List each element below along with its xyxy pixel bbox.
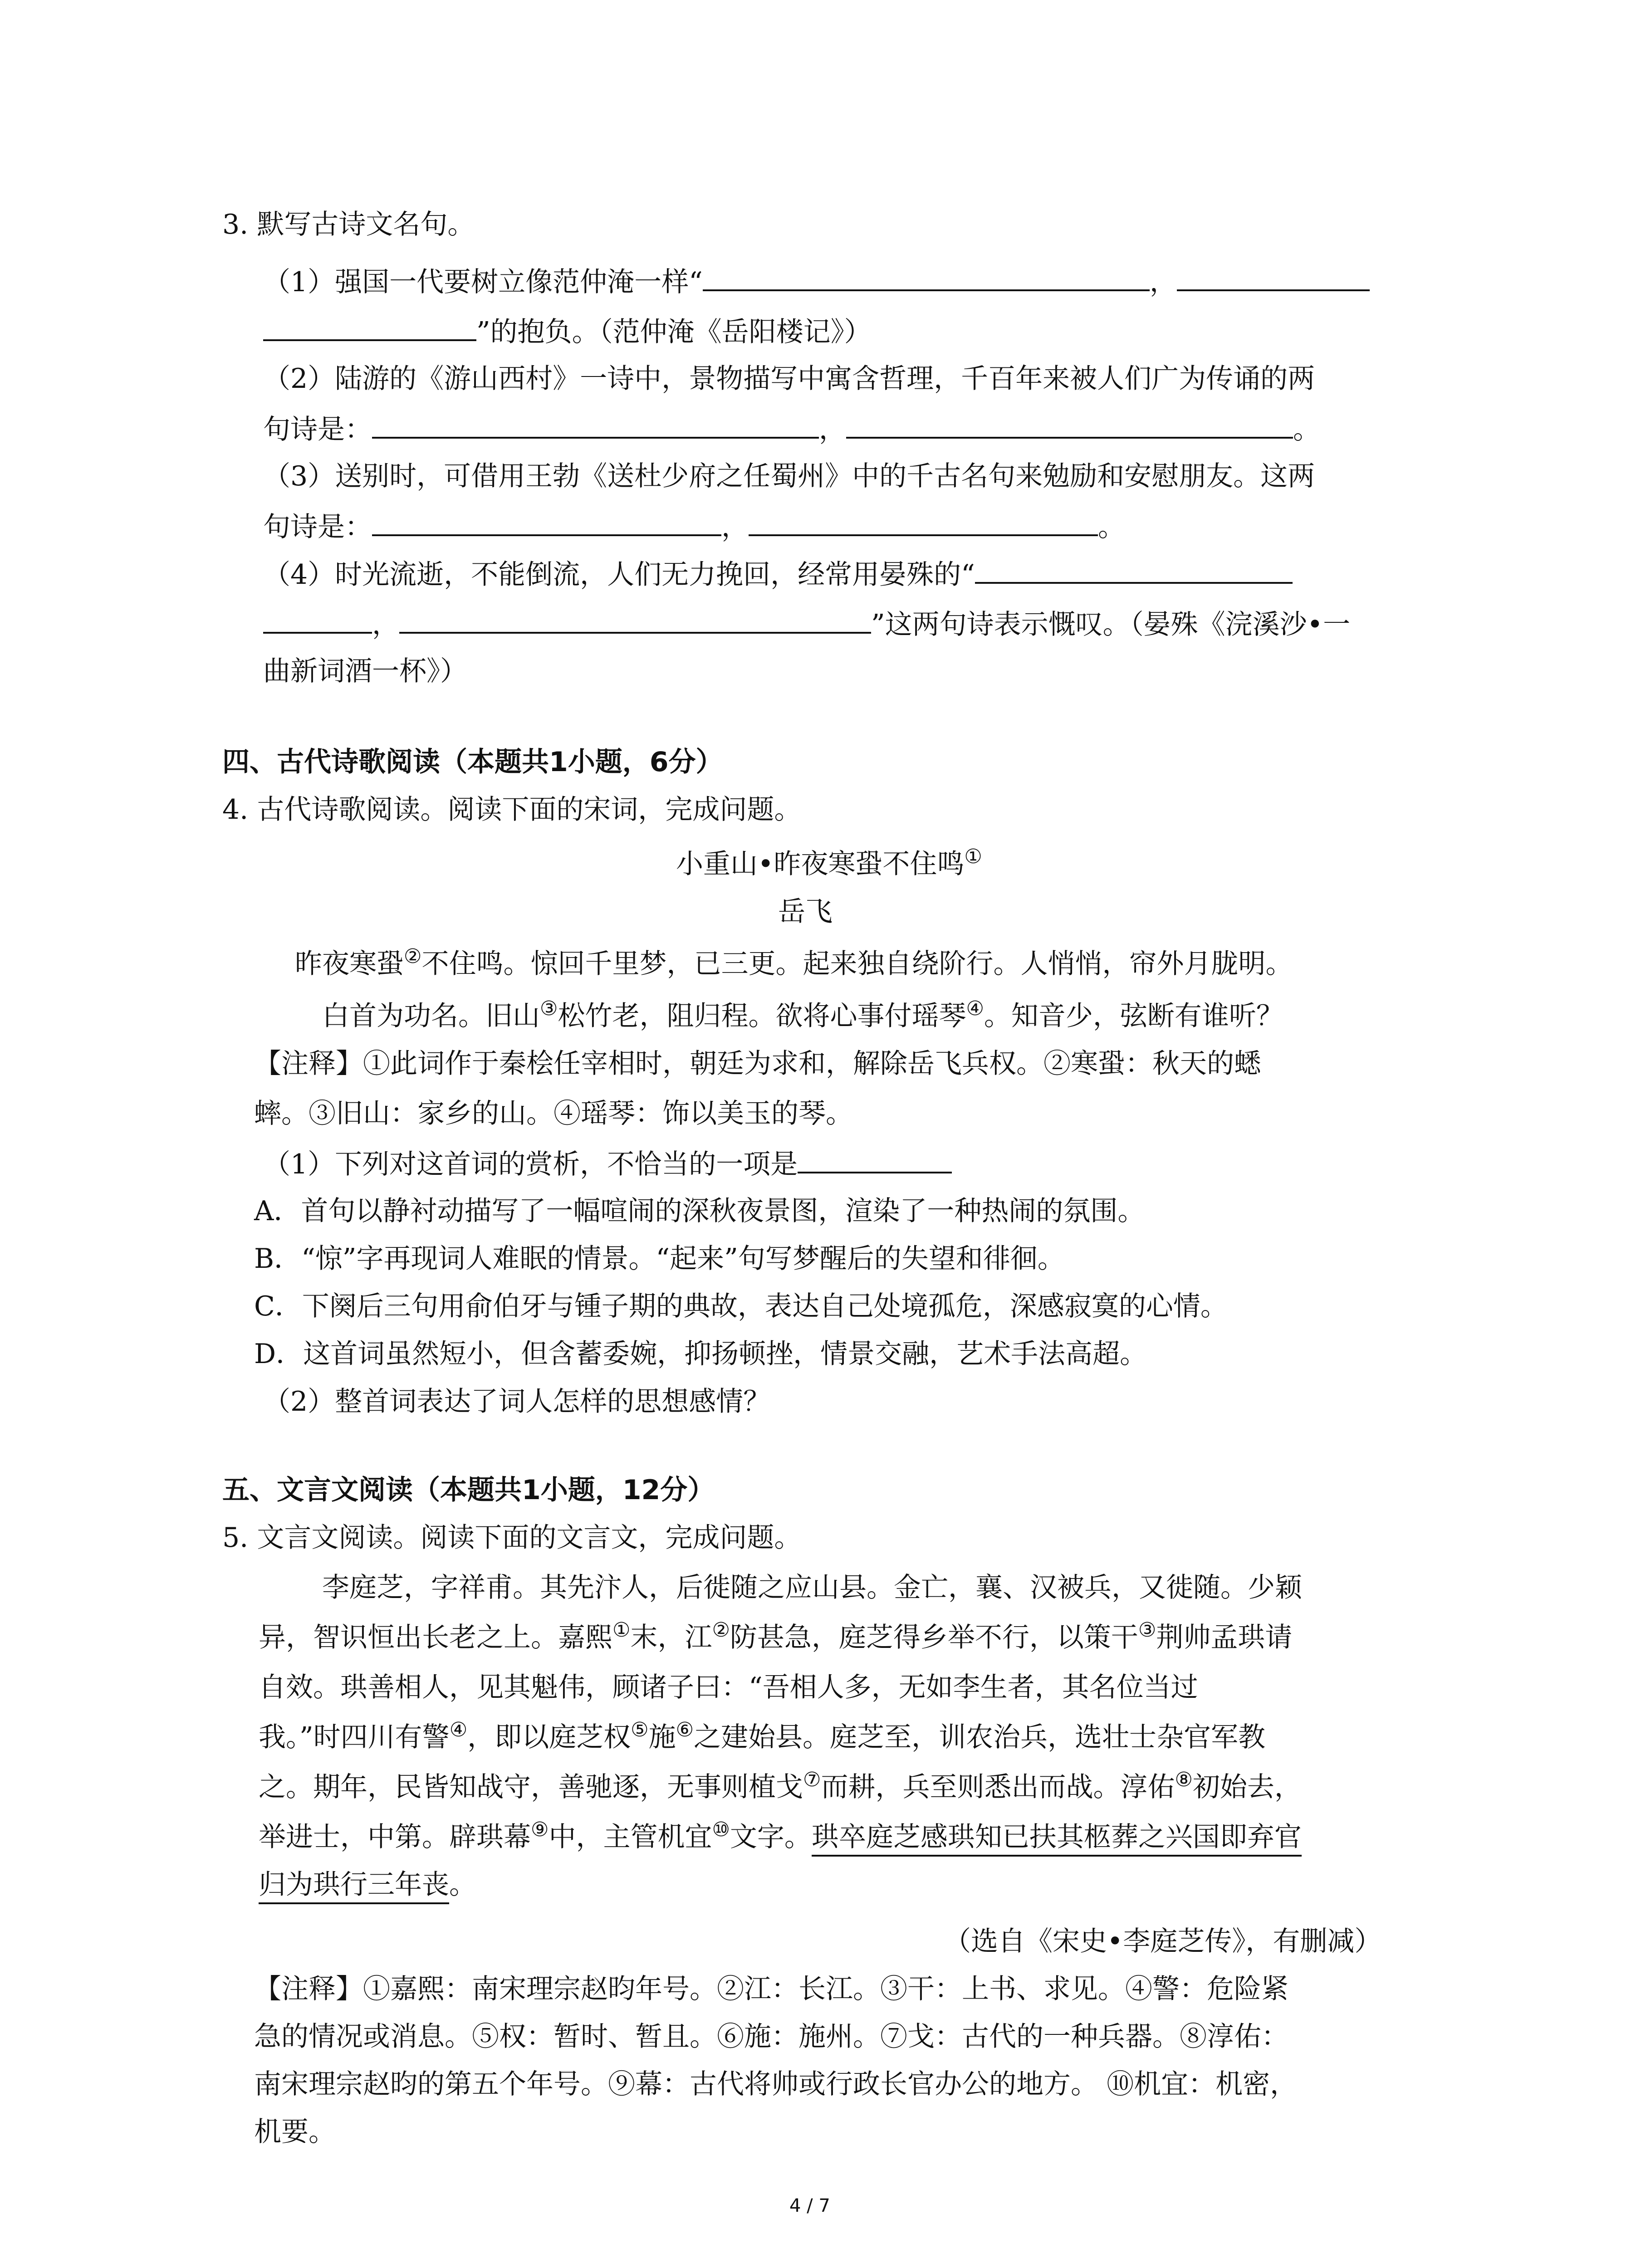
passage-line-2: 异，智识恒出长老之上。嘉熙①末，江②防甚急，庭芝得乡举不行，以策干③荆帅孟珙请 bbox=[259, 1618, 1293, 1653]
passage-note-1: 【注释】①嘉熙：南宋理宗赵昀年号。②江：长江。③干：上书、求见。④警：危险紧 bbox=[254, 1973, 1288, 2005]
section-5-heading: 五、文言文阅读（本题共1小题，12分） bbox=[222, 1474, 715, 1506]
answer-blank[interactable] bbox=[749, 508, 1098, 536]
passage-line-4: 我。”时四川有警④，即以庭芝权⑤施⑥之建始县。庭芝至，训农治兵，选壮士杂官军教 bbox=[259, 1718, 1266, 1753]
passage-line-6: 举进士，中第。辟珙幕⑨中，主管机宜⑩文字。珙卒庭芝感珙知已扶其柩葬之兴国即弃官 bbox=[259, 1819, 1302, 1855]
passage-line-3: 自效。珙善相人，见其魁伟，顾诸子曰：“吾相人多，无如李生者，其名位当过 bbox=[259, 1672, 1198, 1703]
q3-sub4-line2: ， ”这两句诗表示慨叹。（晏殊《浣溪沙•一 bbox=[263, 606, 1350, 643]
q3-sub2-line2: 句诗是： ， 。 bbox=[263, 411, 1320, 448]
passage-source: （选自《宋史•李庭芝传》，有删减） bbox=[944, 1926, 1382, 1957]
q3-sub4-line1: （4）时光流逝，不能倒流，人们无力挽回，经常用晏殊的“ bbox=[263, 556, 1293, 593]
q3-sub3-line2: 句诗是： ， 。 bbox=[263, 508, 1125, 545]
q3-sub1-line1: （1）强国一代要树立像范仲淹一样“ ， bbox=[263, 263, 1370, 300]
option-c: C．下阕后三句用俞伯牙与锺子期的典故，表达自己处境孤危，深感寂寞的心情。 bbox=[254, 1290, 1228, 1322]
option-a: A．首句以静衬动描写了一幅喧闹的深秋夜景图，渲染了一种热闹的氛围。 bbox=[254, 1195, 1145, 1227]
q4-sub1: （1）下列对这首词的赏析，不恰当的一项是 bbox=[263, 1145, 952, 1183]
underlined-sentence: 珙卒庭芝感珙知已扶其柩葬之兴国即弃官 bbox=[812, 1821, 1302, 1857]
poem-line-1: 昨夜寒蛩②不住鸣。惊回千里梦，已三更。起来独自绕阶行。人悄悄，帘外月胧明。 bbox=[295, 945, 1293, 980]
option-d: D．这首词虽然短小，但含蓄委婉，抑扬顿挫，情景交融，艺术手法高超。 bbox=[254, 1338, 1147, 1370]
underlined-sentence: 归为珙行三年丧 bbox=[259, 1869, 449, 1904]
passage-note-3: 南宋理宗赵昀的第五个年号。⑨幕：古代将帅或行政长官办公的地方。 ⑩机宜：机密， bbox=[254, 2068, 1298, 2100]
passage-line-1: 李庭芝，字祥甫。其先汴人，后徙随之应山县。金亡，襄、汉被兵，又徙随。少颖 bbox=[322, 1572, 1302, 1603]
poem-author: 岳飞 bbox=[778, 896, 833, 928]
q3-sub1-line2: ”的抱负。（范仲淹《岳阳楼记》） bbox=[263, 313, 872, 350]
answer-blank[interactable] bbox=[372, 508, 721, 536]
q3-sub4-line3: 曲新词酒一杯》） bbox=[263, 655, 467, 687]
poem-note-2: 蟀。③旧山：家乡的山。④瑶琴：饰以美玉的琴。 bbox=[254, 1098, 853, 1129]
passage-line-5: 之。期年，民皆知战守，善驰逐，无事则植戈⑦而耕，兵至则悉出而战。淳佑⑧初始去， bbox=[259, 1768, 1302, 1803]
answer-blank[interactable] bbox=[975, 556, 1293, 584]
answer-blank[interactable] bbox=[372, 411, 819, 439]
poem-note-1: 【注释】①此词作于秦桧任宰相时，朝廷为求和，解除岳飞兵权。②寒蛩：秋天的蟋 bbox=[254, 1048, 1261, 1080]
answer-blank[interactable] bbox=[846, 411, 1293, 439]
q4-title: 4. 古代诗歌阅读。阅读下面的宋词，完成问题。 bbox=[222, 794, 802, 826]
q3-sub2-line1: （2）陆游的《游山西村》一诗中，景物描写中寓含哲理，千百年来被人们广为传诵的两 bbox=[263, 363, 1315, 395]
passage-note-4: 机要。 bbox=[254, 2116, 336, 2148]
answer-blank[interactable] bbox=[399, 606, 871, 634]
answer-blank[interactable] bbox=[703, 263, 1150, 291]
answer-blank[interactable] bbox=[263, 606, 372, 634]
poem-title: 小重山•昨夜寒蛩不住鸣① bbox=[676, 845, 982, 880]
q3-sub3-line1: （3）送别时，可借用王勃《送杜少府之任蜀州》中的千古名句来勉励和安慰朋友。这两 bbox=[263, 460, 1315, 492]
answer-blank[interactable] bbox=[1177, 263, 1370, 291]
passage-note-2: 急的情况或消息。⑤权：暂时、暂且。⑥施：施州。⑦戈：古代的一种兵器。⑧淳佑： bbox=[254, 2021, 1288, 2053]
poem-line-2: 白首为功名。旧山③松竹老，阻归程。欲将心事付瑶琴④。知音少，弦断有谁听？ bbox=[322, 997, 1283, 1032]
q4-sub2: （2）整首词表达了词人怎样的思想感情？ bbox=[263, 1386, 771, 1418]
passage-line-7: 归为珙行三年丧。 bbox=[259, 1867, 476, 1903]
section-4-heading: 四、古代诗歌阅读（本题共1小题，6分） bbox=[222, 746, 723, 778]
q3-title: 3. 默写古诗文名句。 bbox=[222, 209, 475, 240]
option-b: B．“惊”字再现词人难眠的情景。“起来”句写梦醒后的失望和徘徊。 bbox=[254, 1243, 1065, 1275]
answer-blank[interactable] bbox=[798, 1145, 952, 1173]
q5-title: 5. 文言文阅读。阅读下面的文言文，完成问题。 bbox=[222, 1522, 802, 1554]
page-number: 4 / 7 bbox=[789, 2195, 830, 2216]
answer-blank[interactable] bbox=[263, 313, 476, 341]
